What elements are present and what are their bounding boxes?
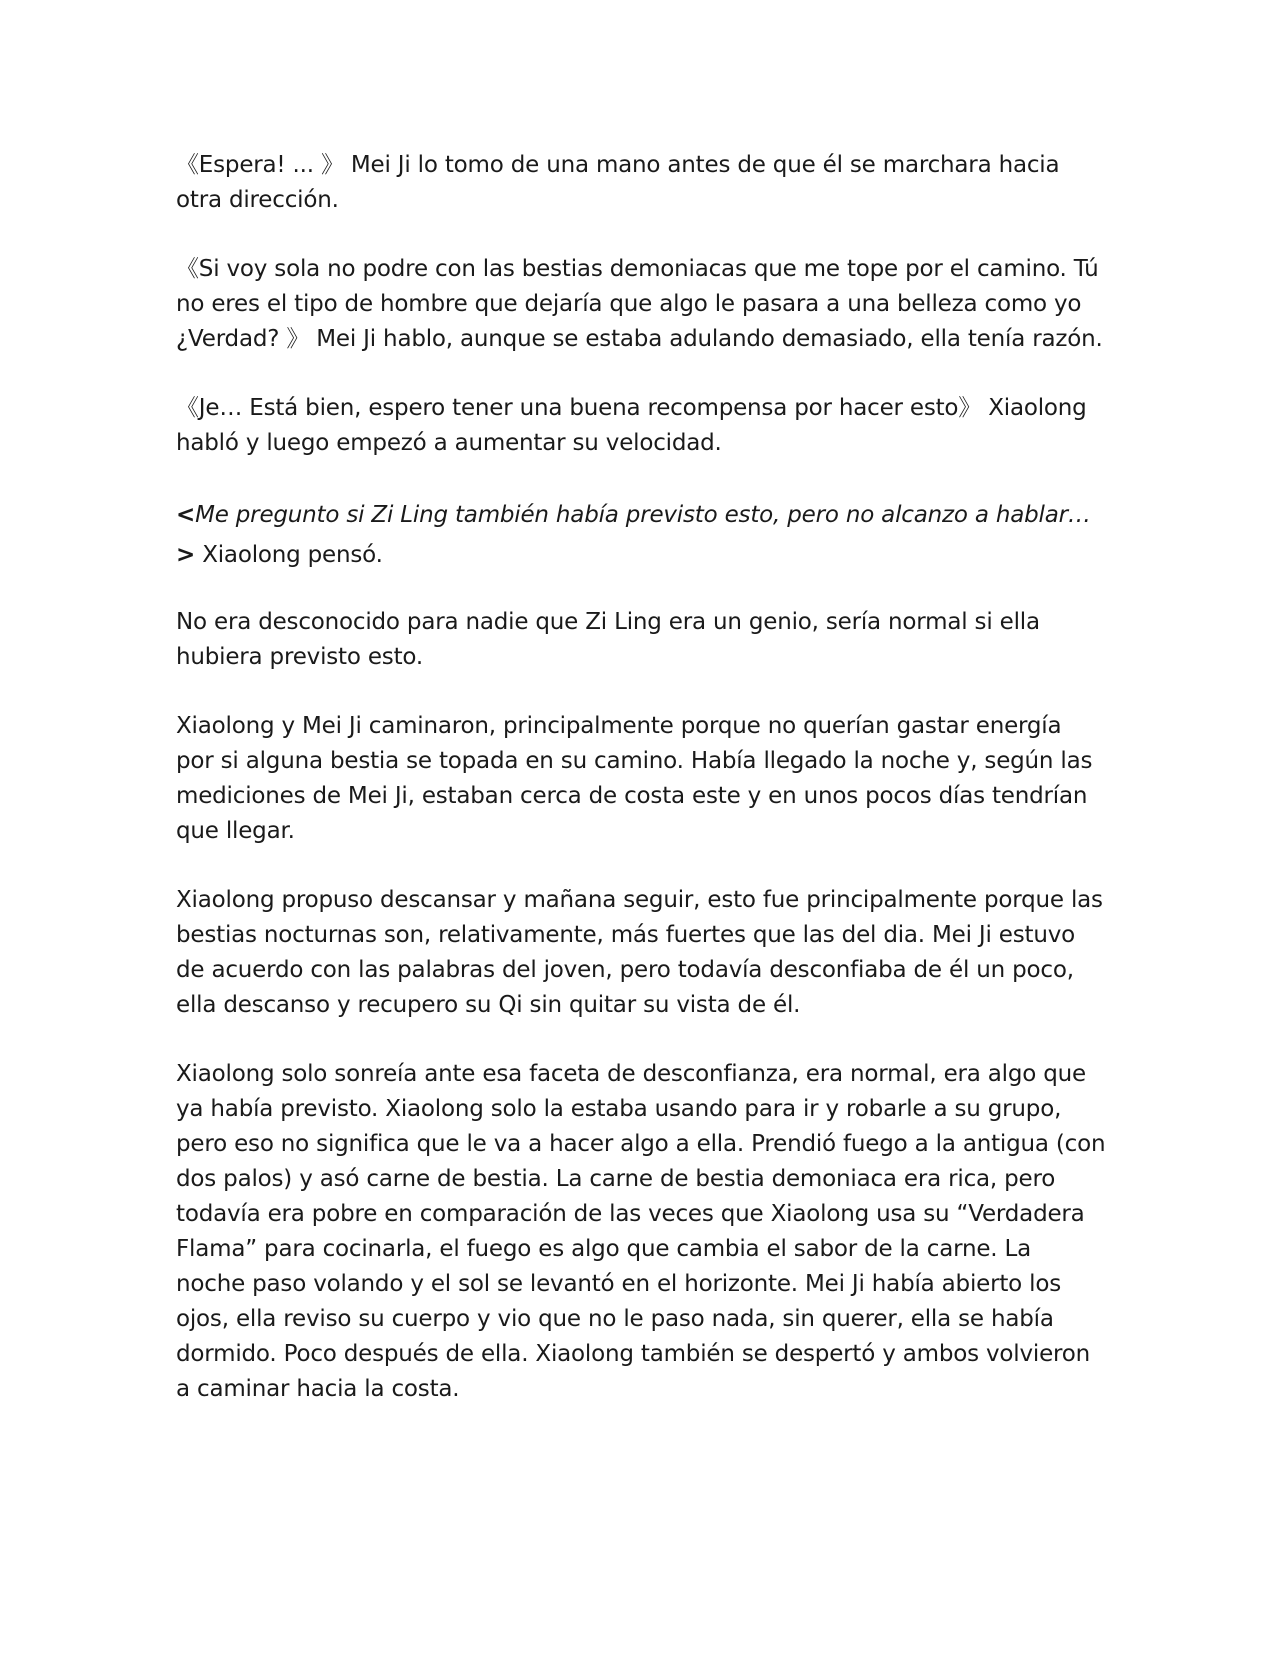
paragraph-7: Xiaolong propuso descansar y mañana seguir, esto fue principalmente porque las bestias nocturnas son, relativamente, más fuertes que las del dia. Mei Ji estuvo de acuerdo con las palabras del joven, pero todavía desconfiaba de él un poco, ella descanso y recupero su Qi sin quitar su vista de él. [176,887,1103,1018]
paragraph-5: No era desconocido para nadie que Zi Ling era un genio, sería normal si ella hubiera previsto esto. [176,609,1040,670]
document-body [176,148,1106,1441]
thought-open-bracket: < [176,502,196,528]
paragraph-8: Xiaolong solo sonreía ante esa faceta de desconfianza, era normal, era algo que ya había previsto. Xiaolong solo la estaba usando para ir y robarle a su grupo, pero eso no significa que le va a hacer algo a ella. Prendió fuego a la antigua (con dos palos) y asó carne de bestia. La carne de bestia demoniaca era rica, pero todavía era pobre en comparación de las veces que Xiaolong usa su “Verdadera Flama” para cocinarla, el fuego es algo que cambia el sabor de la carne. La noche paso volando y el sol se levantó en el horizonte. Mei Ji había abierto los ojos, ella reviso su cuerpo y vio que no le paso nada, sin querer, ella se había dormido. Poco después de ella. Xiaolong también se despertó y ambos volvieron a caminar hacia la costa. [176,1061,1106,1402]
thought-text: Me pregunto si Zi Ling también había previsto esto, pero no alcanzo a hablar… [195,502,1091,528]
paragraph-6: Xiaolong y Mei Ji caminaron, principalmente porque no querían gastar energía por si alguna bestia se topada en su camino. Había llegado la noche y, según las mediciones de Mei Ji, estaban cerca de costa este y en unos pocos días tendrían que llegar. [176,713,1093,844]
paragraph-2: 《Si voy sola no podre con las bestias demoniacas que me tope por el camino. Tú no eres el tipo de hombre que dejaría que algo le pasara a una belleza como yo ¿Verdad? 》 Mei Ji hablo, aunque se estaba adulando demasiado, ella tenía razón. [176,256,1103,352]
paragraph-3: 《Je… Está bien, espero tener una buena recompensa por hacer esto》 Xiaolong habló y luego empezó a aumentar su velocidad. [176,395,1087,456]
thought-tail: Xiaolong pensó. [195,542,383,568]
paragraph-thought [176,495,1106,575]
paragraph-1: 《Espera! ... 》 Mei Ji lo tomo de una mano antes de que él se marchara hacia otra dirección. [176,152,1060,213]
thought-close-bracket: > [176,542,196,568]
